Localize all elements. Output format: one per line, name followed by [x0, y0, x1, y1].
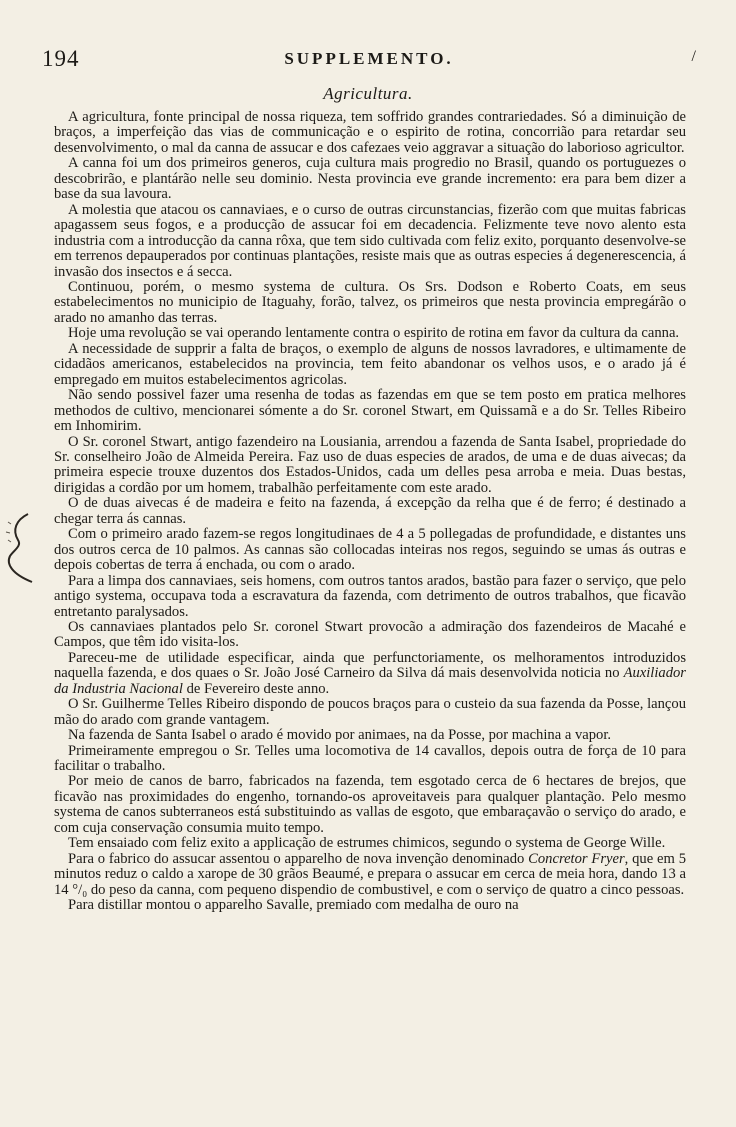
paragraph: Na fazenda de Santa Isabel o arado é movido por animaes, na da Posse, por machina a vapor. — [68, 727, 612, 744]
page-number: 194 — [42, 46, 80, 71]
paragraph: Continuou, porém, o mesmo systema de cultura. Os Srs. Dodson e Roberto Coats, em seus estabelecimentos no municipio de Itaguahy, forão, talvez, os primeiros que nesta provincia empregárão o arado no amanho das terras. — [54, 278, 686, 326]
paragraph: Não sendo possivel fazer uma resenha de todas as fazendas em que se tem posto em pratica melhores methodos de cultivo, mencionarei sómente a do Sr. coronel Stwart, em Quissamã e a do Sr. Telles Ribeiro em Inhomirim. — [54, 387, 686, 435]
italic-reference: Auxiliador da Industria Nacional — [54, 665, 686, 697]
paragraph: A agricultura, fonte principal de nossa riqueza, tem soffrido grandes contrariedades. Só a diminuição de braços, a imperfeição das vias de communicação e o espirito de rotina, concorrião para retardar seu desenvolvimento, o mal da canna de assucar e dos cafezaes veio aggravar a situação do laborioso agricultor. — [54, 109, 686, 156]
paragraph: A necessidade de supprir a falta de braços, o exemplo de alguns de nossos lavradores, e ultimamente de cidadãos americanos, estabelecidos na provincia, tem feito abandonar os velhos usos, e o arado já é empregado em muitos estabelecimentos agricolas. — [54, 340, 686, 388]
paragraph: A molestia que atacou os cannaviaes, e o curso de outras circunstancias, fizerão com que muitas fabricas apagassem seus fogos, e a producção de assucar foi em decadencia. Felizmente teve novo alento esta industria com a introducção da canna rôxa, que tem sido cultivada com feliz exito, porquanto desenvolve-se em terrenos depauperados por continuas plantações, resiste mais que as outras especies á degenerescencia, á invasão dos insectos e á secca. — [54, 201, 686, 280]
italic-reference: Concretor Fryer — [528, 850, 625, 867]
paragraph: Pareceu-me de utilidade especificar, ainda que perfunctoriamente, os melhoramentos introduzidos naquella fazenda, e dos quaes o Sr. João José Carneiro da Silva dá mais desenvolvida noticia no Auxiliador da Industria Nacional de Fevereiro deste anno. — [54, 649, 686, 697]
running-title: SUPPLEMENTO. — [284, 49, 454, 68]
section-title: Agricultura. — [323, 84, 413, 103]
paragraph: Com o primeiro arado fazem-se regos longitudinaes de 4 a 5 pollegadas de profundidade, e distantes uns dos outros cerca de 10 palmos. As cannas são collocadas inteiras nos regos, seguindo se umas ás outras e depois cobertas de terra á enchada, ou com o arado. — [54, 526, 686, 574]
paragraph: Para a limpa dos cannaviaes, seis homens, com outros tantos arados, bastão para fazer o serviço, que pelo antigo systema, occupava toda a escravatura da fazenda, com detrimento de outros trabalhos, que ficavão entretanto paralysados. — [54, 572, 686, 620]
paragraph: O Sr. coronel Stwart, antigo fazendeiro na Lousiania, arrendou a fazenda de Santa Isabel, propriedade do Sr. conselheiro João de Almeida Pereira. Faz uso de duas especies de arados, de uma e de duas aivecas; da primeira especie trouxe duzentos dos Estados-Unidos, cada um delles pesa arroba e meia. Duas bestas, dirigidas a cordão por um homem, trabalhão perfeitamente com este arado. — [54, 433, 686, 496]
article-body — [54, 110, 686, 914]
paragraph: Para o fabrico do assucar assentou o apparelho de nova invenção denominado Concretor Fryer, que em 5 minutos reduz o caldo a xarope de 30 grãos Beaumé, e prepara o assucar em cerca de meia hora, dando 13 a 14 °/₀ do peso da canna, com pequeno dispendio de combustivel, e com o serviço de quatro a cinco pessoas. — [54, 850, 687, 898]
paragraph: Para distillar montou o apparelho Savalle, premiado com medalha de ouro na — [68, 897, 519, 914]
paragraph: Os cannaviaes plantados pelo Sr. coronel Stwart provocão a admiração dos fazendeiros de Macahé e Campos, que têm ido visita-los. — [54, 618, 686, 651]
paragraph: A canna foi um dos primeiros generos, cuja cultura mais progredio no Brasil, quando os portuguezes o descobrirão, e plantárão nelle seu dominio. Nesta provincia eve grande incremento: era para bem dizer a base da sua lavoura. — [54, 155, 686, 203]
paragraph: O Sr. Guilherme Telles Ribeiro dispondo de poucos braços para o custeio da sua fazenda da Posse, lançou mão do arado com grande vantagem. — [54, 696, 686, 728]
margin-bracket-mark — [2, 510, 36, 586]
paragraph: Primeiramente empregou o Sr. Telles uma locomotiva de 14 cavallos, depois outra de força de 10 para facilitar o trabalho. — [54, 742, 686, 775]
paragraph: Por meio de canos de barro, fabricados na fazenda, tem esgotado cerca de 6 hectares de brejos, que ficavão nas proximidades do engenho, tornando-os aproveitaveis para qualquer plantação. Pelo mesmo systema de canos subterraneos está substituindo as vallas de esgoto, que embaraçavão o serviço do arado, e com cuja conservação consumia muito tempo. — [54, 773, 686, 836]
paragraph: Hoje uma revolução se vai operando lentamente contra o espirito de rotina em favor da cultura da canna. — [68, 325, 680, 342]
page-header — [42, 46, 696, 72]
paragraph: Tem ensaiado com feliz exito a applicação de estrumes chimicos, segundo o systema de George Wille. — [68, 835, 666, 852]
header-mark: / — [691, 48, 696, 65]
paragraph: O de duas aivecas é de madeira e feito na fazenda, á excepção da relha que é de ferro; é destinado a chegar terra ás cannas. — [54, 495, 686, 527]
